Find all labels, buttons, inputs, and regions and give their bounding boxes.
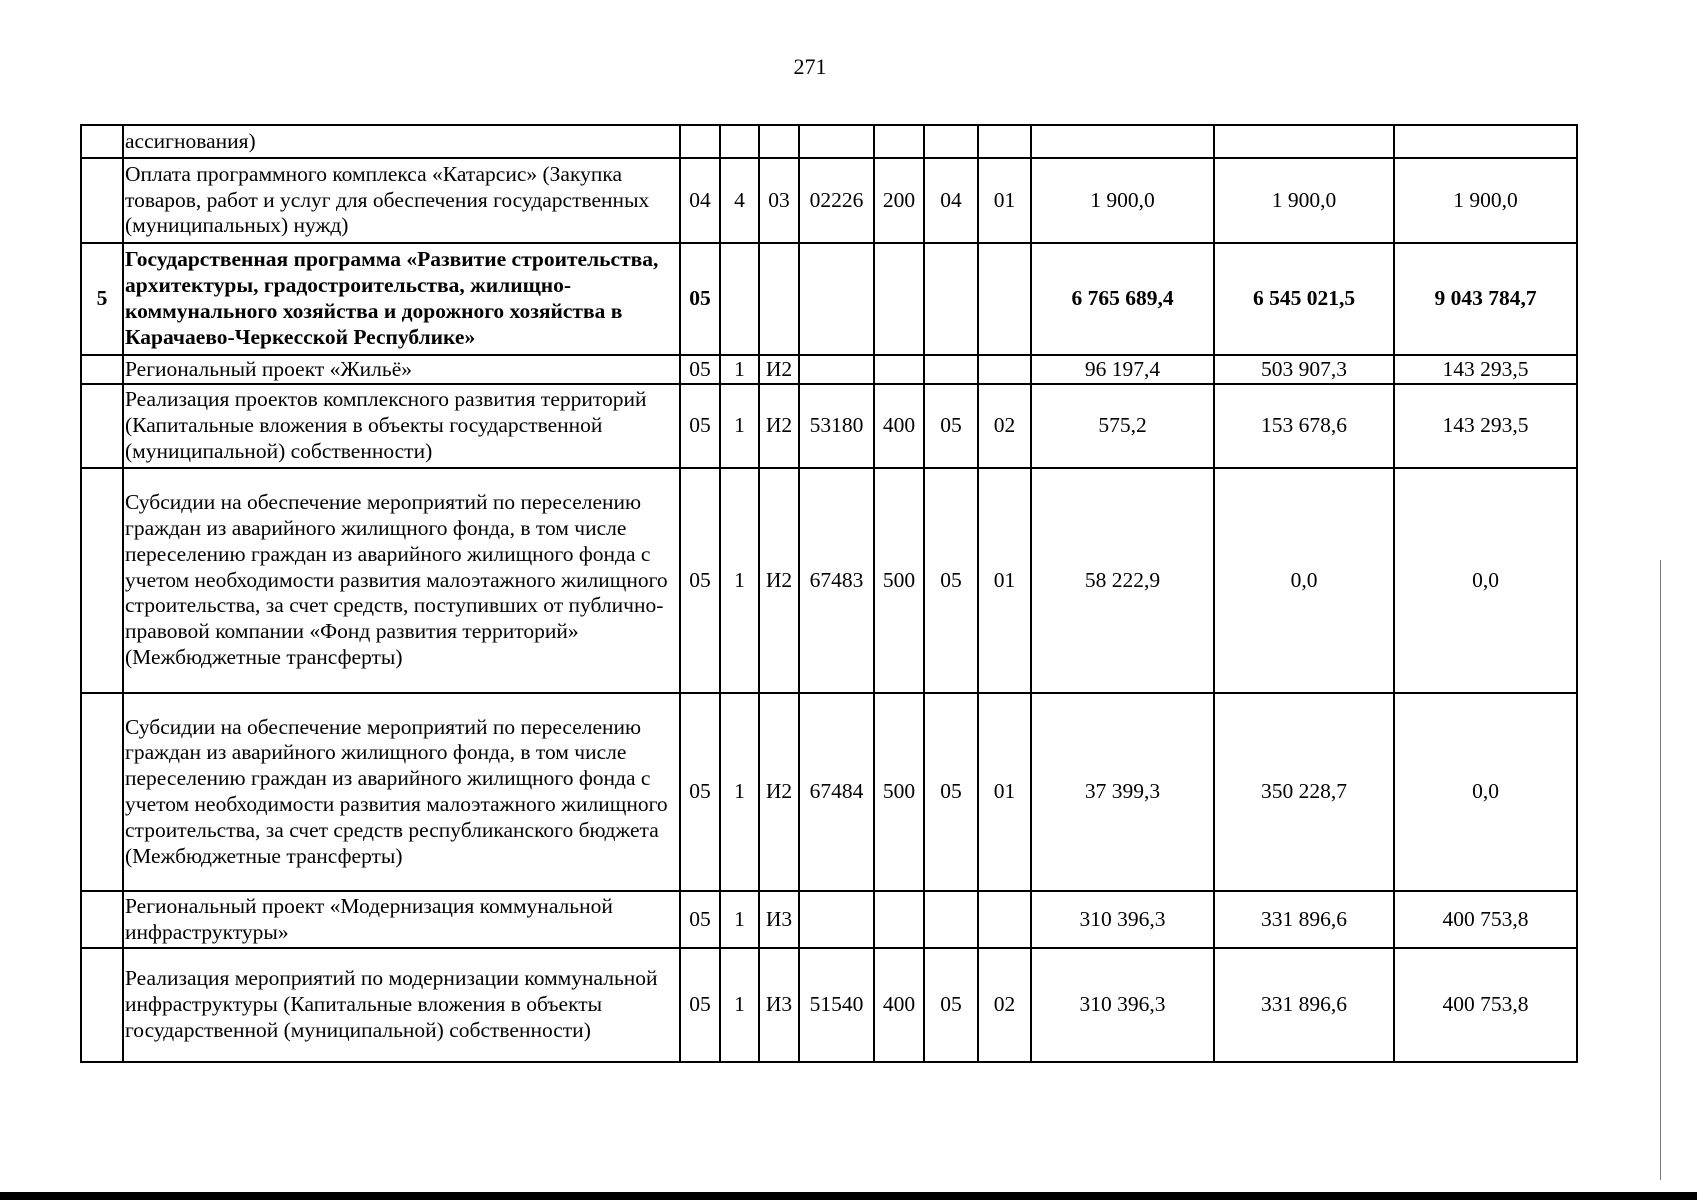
code-cell: [799, 125, 874, 158]
code-cell: [799, 243, 874, 355]
code-cell: 500: [874, 468, 924, 693]
amount-cell: 96 197,4: [1031, 355, 1214, 384]
amount-cell: 6 765 689,4: [1031, 243, 1214, 355]
amount-cell: 37 399,3: [1031, 693, 1214, 891]
amount-cell: 400 753,8: [1394, 948, 1577, 1062]
amount-cell: 0,0: [1214, 468, 1394, 693]
code-cell: 1: [720, 384, 759, 468]
code-cell: 01: [978, 693, 1031, 891]
code-cell: 200: [874, 158, 924, 243]
code-cell: 05: [680, 468, 720, 693]
code-cell: [978, 125, 1031, 158]
code-cell: 05: [924, 468, 978, 693]
code-cell: [978, 355, 1031, 384]
amount-cell: 0,0: [1394, 468, 1577, 693]
amount-cell: 9 043 784,7: [1394, 243, 1577, 355]
amount-cell: 331 896,6: [1214, 948, 1394, 1062]
code-cell: [799, 891, 874, 948]
code-cell: [978, 891, 1031, 948]
table-row: [81, 891, 1577, 948]
row-number: [81, 384, 123, 468]
row-number: [81, 468, 123, 693]
code-cell: 4: [720, 158, 759, 243]
code-cell: 02: [978, 948, 1031, 1062]
amount-cell: 58 222,9: [1031, 468, 1214, 693]
table-row: [81, 468, 1577, 693]
code-cell: 53180: [799, 384, 874, 468]
scan-bottom-bar: [0, 1192, 1697, 1200]
row-number: [81, 355, 123, 384]
code-cell: [680, 125, 720, 158]
code-cell: [874, 125, 924, 158]
code-cell: И3: [759, 891, 799, 948]
code-cell: 500: [874, 693, 924, 891]
code-cell: 05: [924, 693, 978, 891]
row-number: [81, 125, 123, 158]
amount-cell: 310 396,3: [1031, 948, 1214, 1062]
amount-cell: [1031, 125, 1214, 158]
code-cell: 1: [720, 891, 759, 948]
code-cell: [759, 243, 799, 355]
row-name: Реализация мероприятий по модернизации коммунальной инфраструктуры (Капитальные вложения в объекты государственной (муниципальной) собственности): [123, 948, 680, 1062]
code-cell: 05: [680, 384, 720, 468]
amount-cell: 575,2: [1031, 384, 1214, 468]
code-cell: [924, 355, 978, 384]
code-cell: 05: [680, 948, 720, 1062]
row-number: [81, 158, 123, 243]
code-cell: [720, 243, 759, 355]
code-cell: [799, 355, 874, 384]
row-number: 5: [81, 243, 123, 355]
code-cell: 67483: [799, 468, 874, 693]
code-cell: 04: [924, 158, 978, 243]
row-name: Государственная программа «Развитие строительства, архитектуры, градостроительства, жилищно-коммунального хозяйства и дорожного хозяйства в Карачаево-Черкесской Республике»: [123, 243, 680, 355]
code-cell: [978, 243, 1031, 355]
code-cell: И2: [759, 693, 799, 891]
row-name: Субсидии на обеспечение мероприятий по переселению граждан из аварийного жилищного фонда, в том числе переселению граждан из аварийного жилищного фонда с учетом необходимости развития малоэтажного жилищного строительства, за счет средств, поступивших от публично-правовой компании «Фонд развития территорий» (Межбюджетные трансферты): [123, 468, 680, 693]
code-cell: 05: [924, 384, 978, 468]
amount-cell: 153 678,6: [1214, 384, 1394, 468]
code-cell: И2: [759, 355, 799, 384]
table-row: [81, 355, 1577, 384]
amount-cell: 350 228,7: [1214, 693, 1394, 891]
code-cell: 400: [874, 384, 924, 468]
code-cell: 02226: [799, 158, 874, 243]
code-cell: И3: [759, 948, 799, 1062]
table-row: [81, 243, 1577, 355]
code-cell: 51540: [799, 948, 874, 1062]
amount-cell: 143 293,5: [1394, 355, 1577, 384]
table-row: [81, 948, 1577, 1062]
row-name: Реализация проектов комплексного развития территорий (Капитальные вложения в объекты государственной (муниципальной) собственности): [123, 384, 680, 468]
row-name: Субсидии на обеспечение мероприятий по переселению граждан из аварийного жилищного фонда, в том числе переселению граждан из аварийного жилищного фонда с учетом необходимости развития малоэтажного жилищного строительства, за счет средств республиканского бюджета (Межбюджетные трансферты): [123, 693, 680, 891]
code-cell: [759, 125, 799, 158]
code-cell: 04: [680, 158, 720, 243]
table-row: [81, 384, 1577, 468]
amount-cell: 0,0: [1394, 693, 1577, 891]
row-name: ассигнования): [123, 125, 680, 158]
code-cell: 05: [924, 948, 978, 1062]
amount-cell: 1 900,0: [1214, 158, 1394, 243]
code-cell: 01: [978, 468, 1031, 693]
row-name: Оплата программного комплекса «Катарсис» (Закупка товаров, работ и услуг для обеспечения государственных (муниципальных) нужд): [123, 158, 680, 243]
table-row: [81, 693, 1577, 891]
amount-cell: 1 900,0: [1394, 158, 1577, 243]
code-cell: [924, 891, 978, 948]
amount-cell: 143 293,5: [1394, 384, 1577, 468]
code-cell: 05: [680, 891, 720, 948]
code-cell: 1: [720, 693, 759, 891]
amount-cell: [1394, 125, 1577, 158]
code-cell: И2: [759, 384, 799, 468]
code-cell: [874, 891, 924, 948]
amount-cell: 331 896,6: [1214, 891, 1394, 948]
table-row: [81, 125, 1577, 158]
amount-cell: 310 396,3: [1031, 891, 1214, 948]
row-name: Региональный проект «Модернизация коммунальной инфраструктуры»: [123, 891, 680, 948]
table-row: [81, 158, 1577, 243]
code-cell: [924, 243, 978, 355]
code-cell: 05: [680, 355, 720, 384]
code-cell: [874, 355, 924, 384]
code-cell: 01: [978, 158, 1031, 243]
amount-cell: 1 900,0: [1031, 158, 1214, 243]
scan-edge-line: [1660, 560, 1661, 1180]
code-cell: [874, 243, 924, 355]
amount-cell: 6 545 021,5: [1214, 243, 1394, 355]
code-cell: 02: [978, 384, 1031, 468]
budget-table: [80, 124, 1578, 1063]
amount-cell: 400 753,8: [1394, 891, 1577, 948]
code-cell: 05: [680, 693, 720, 891]
row-number: [81, 891, 123, 948]
code-cell: 67484: [799, 693, 874, 891]
amount-cell: [1214, 125, 1394, 158]
code-cell: 1: [720, 468, 759, 693]
code-cell: [720, 125, 759, 158]
code-cell: 05: [680, 243, 720, 355]
page-number: 271: [793, 54, 827, 79]
row-number: [81, 693, 123, 891]
amount-cell: 503 907,3: [1214, 355, 1394, 384]
code-cell: 1: [720, 948, 759, 1062]
code-cell: И2: [759, 468, 799, 693]
code-cell: 400: [874, 948, 924, 1062]
row-number: [81, 948, 123, 1062]
code-cell: [924, 125, 978, 158]
code-cell: 03: [759, 158, 799, 243]
code-cell: 1: [720, 355, 759, 384]
row-name: Региональный проект «Жильё»: [123, 355, 680, 384]
